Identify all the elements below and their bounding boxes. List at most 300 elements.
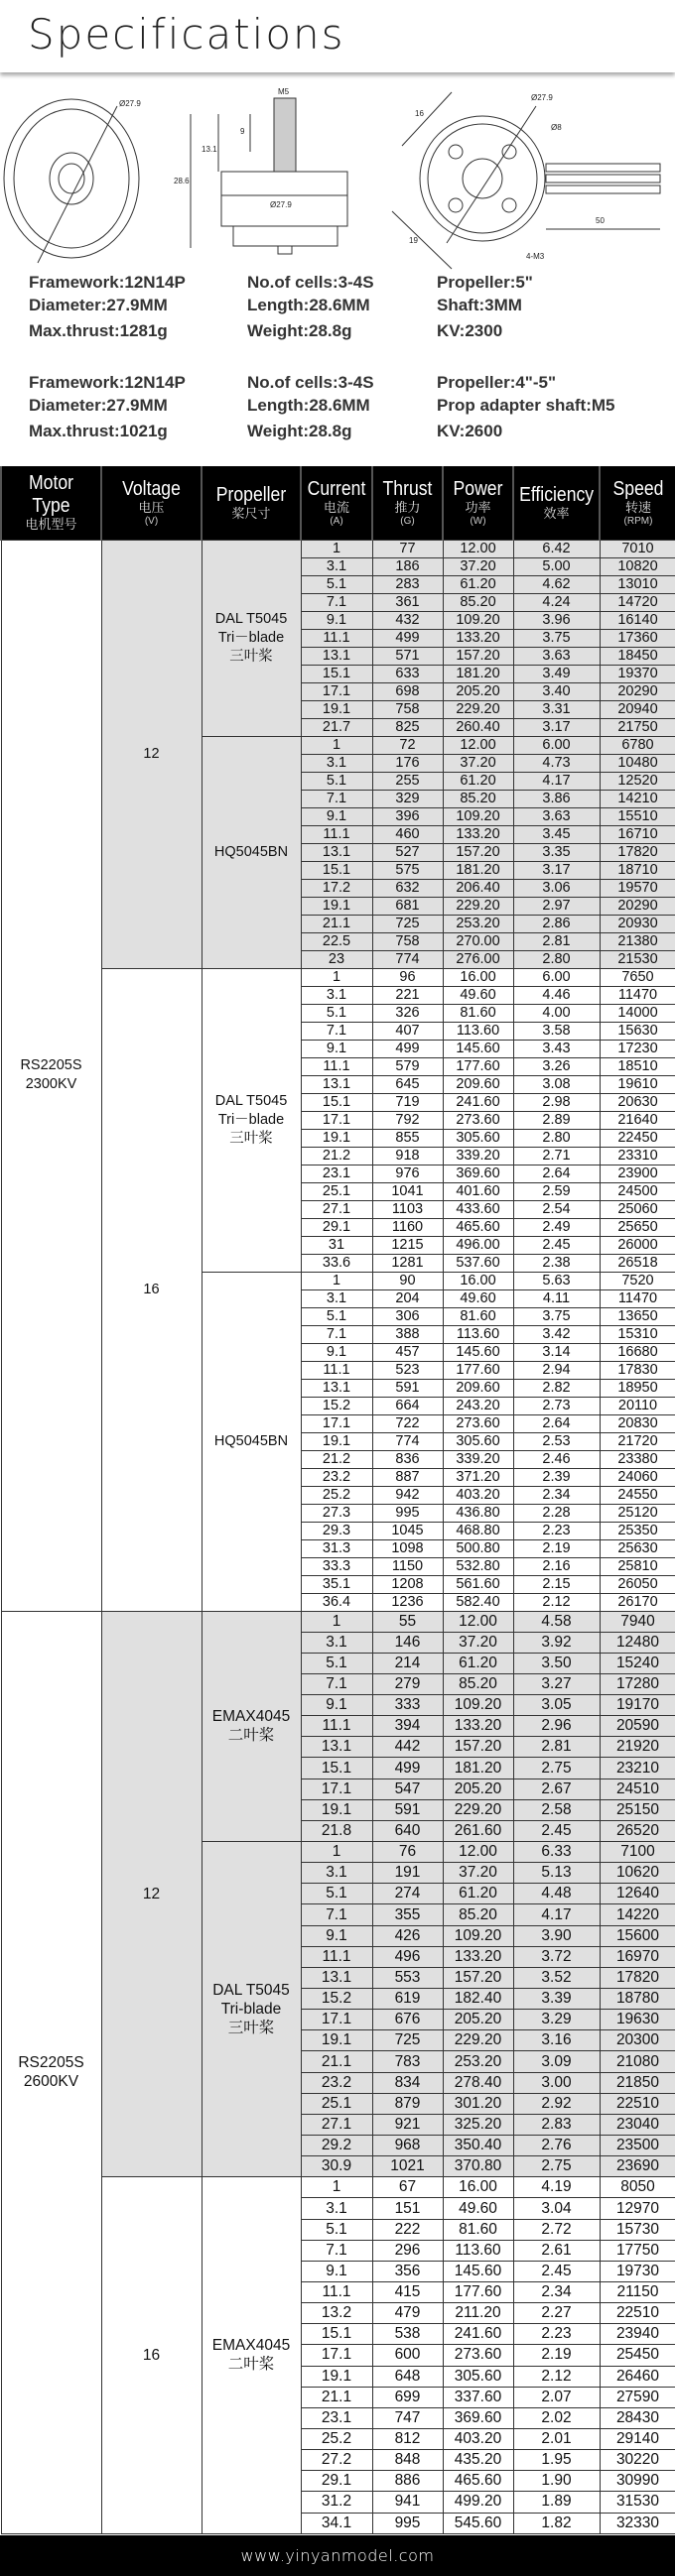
propeller-label: HQ5045BN xyxy=(213,1432,289,1449)
current-cell: 23.1 xyxy=(301,2407,372,2428)
current-cell: 5.1 xyxy=(301,1004,372,1022)
efficiency-cell: 2.86 xyxy=(513,915,600,932)
power-cell: 209.60 xyxy=(443,1075,513,1093)
current-cell: 33.6 xyxy=(301,1254,372,1272)
propeller-cell xyxy=(202,968,301,1272)
current-cell: 17.1 xyxy=(301,1414,372,1432)
speed-cell: 25120 xyxy=(600,1504,675,1522)
header-thrust-cn: 推力 xyxy=(394,500,421,516)
current-cell: 3.1 xyxy=(301,557,372,575)
efficiency-cell: 2.67 xyxy=(513,1779,600,1799)
power-cell: 369.60 xyxy=(443,1165,513,1182)
efficiency-cell: 4.17 xyxy=(513,772,600,790)
thrust-cell: 415 xyxy=(372,2282,443,2303)
speed-cell: 25350 xyxy=(600,1522,675,1539)
efficiency-cell: 2.64 xyxy=(513,1165,600,1182)
speed-cell: 19610 xyxy=(600,1075,675,1093)
speed-cell: 20300 xyxy=(600,2030,675,2051)
efficiency-cell: 2.16 xyxy=(513,1557,600,1575)
thrust-cell: 296 xyxy=(372,2240,443,2261)
thrust-cell: 921 xyxy=(372,2114,443,2135)
thrust-cell: 1041 xyxy=(372,1182,443,1200)
power-cell: 133.20 xyxy=(443,1716,513,1737)
power-cell: 113.60 xyxy=(443,1022,513,1040)
current-cell: 5.1 xyxy=(301,1653,372,1673)
efficiency-cell: 3.29 xyxy=(513,2010,600,2030)
header-motor-type-cn: 电机型号 xyxy=(25,517,77,533)
header-voltage-cn: 电压 xyxy=(138,500,165,516)
current-cell: 13.1 xyxy=(301,647,372,665)
current-cell: 19.1 xyxy=(301,2030,372,2051)
current-cell: 27.2 xyxy=(301,2450,372,2471)
thrust-cell: 571 xyxy=(372,647,443,665)
current-cell: 5.1 xyxy=(301,1307,372,1325)
current-cell: 21.2 xyxy=(301,1147,372,1165)
efficiency-cell: 3.58 xyxy=(513,1022,600,1040)
motor-drawings xyxy=(0,84,675,273)
thrust-cell: 191 xyxy=(372,1863,443,1884)
spec-length: Length:28.6MM xyxy=(247,396,370,415)
power-cell: 113.60 xyxy=(443,2240,513,2261)
power-cell: 465.60 xyxy=(443,2471,513,2492)
power-cell: 61.20 xyxy=(443,1653,513,1673)
power-cell: 109.20 xyxy=(443,611,513,629)
efficiency-cell: 2.61 xyxy=(513,2240,600,2261)
efficiency-cell: 1.89 xyxy=(513,2492,600,2513)
current-cell: 23 xyxy=(301,950,372,968)
header-current xyxy=(301,466,372,540)
efficiency-cell: 2.54 xyxy=(513,1200,600,1218)
thrust-cell: 77 xyxy=(372,540,443,557)
header-efficiency-en: Efficiency xyxy=(519,483,595,506)
thrust-cell: 1045 xyxy=(372,1522,443,1539)
speed-cell: 20930 xyxy=(600,915,675,932)
thrust-cell: 361 xyxy=(372,593,443,611)
efficiency-cell: 3.50 xyxy=(513,1653,600,1673)
power-cell: 182.40 xyxy=(443,1989,513,2010)
thrust-cell: 886 xyxy=(372,2471,443,2492)
title-bar xyxy=(0,0,675,72)
current-cell: 11.1 xyxy=(301,629,372,647)
current-cell: 19.1 xyxy=(301,700,372,718)
current-cell: 19.1 xyxy=(301,1129,372,1147)
efficiency-cell: 2.34 xyxy=(513,2282,600,2303)
current-cell: 13.1 xyxy=(301,1967,372,1988)
thrust-cell: 575 xyxy=(372,861,443,879)
power-cell: 206.40 xyxy=(443,879,513,897)
header-voltage-en: Voltage xyxy=(122,478,181,501)
current-cell: 1 xyxy=(301,968,372,986)
speed-cell: 16970 xyxy=(600,1946,675,1967)
current-cell: 31.3 xyxy=(301,1539,372,1557)
efficiency-cell: 3.04 xyxy=(513,2198,600,2219)
power-cell: 157.20 xyxy=(443,843,513,861)
propeller-label: DAL T5045 xyxy=(214,1092,288,1109)
header-propeller-cn: 桨尺寸 xyxy=(231,505,271,521)
current-cell: 3.1 xyxy=(301,754,372,772)
header-efficiency-cn: 效率 xyxy=(543,505,570,521)
thrust-cell: 255 xyxy=(372,772,443,790)
current-cell: 23.2 xyxy=(301,2072,372,2093)
efficiency-cell: 1.82 xyxy=(513,2513,600,2533)
thrust-cell: 632 xyxy=(372,879,443,897)
thrust-cell: 1160 xyxy=(372,1218,443,1236)
efficiency-cell: 3.17 xyxy=(513,861,600,879)
current-cell: 19.1 xyxy=(301,1799,372,1820)
voltage-cell: 16 xyxy=(101,2177,202,2533)
thrust-cell: 648 xyxy=(372,2366,443,2387)
efficiency-cell: 3.42 xyxy=(513,1325,600,1343)
thrust-cell: 995 xyxy=(372,1504,443,1522)
efficiency-cell: 2.02 xyxy=(513,2407,600,2428)
efficiency-cell: 2.81 xyxy=(513,1737,600,1758)
speed-cell: 6780 xyxy=(600,736,675,754)
speed-cell: 16680 xyxy=(600,1343,675,1361)
power-cell: 49.60 xyxy=(443,986,513,1004)
speed-cell: 18510 xyxy=(600,1057,675,1075)
efficiency-cell: 4.48 xyxy=(513,1884,600,1904)
header-current-en: Current xyxy=(307,478,366,501)
power-cell: 337.60 xyxy=(443,2387,513,2407)
thrust-cell: 600 xyxy=(372,2345,443,2366)
thrust-cell: 725 xyxy=(372,2030,443,2051)
current-cell: 1 xyxy=(301,1272,372,1289)
speed-cell: 26520 xyxy=(600,1820,675,1841)
power-cell: 403.20 xyxy=(443,2428,513,2449)
speed-cell: 22450 xyxy=(600,1129,675,1147)
back-hub-label: Ø8 xyxy=(551,123,562,132)
efficiency-cell: 3.31 xyxy=(513,700,600,718)
speed-cell: 23380 xyxy=(600,1450,675,1468)
current-cell: 15.1 xyxy=(301,1758,372,1779)
power-cell: 81.60 xyxy=(443,1004,513,1022)
spec-framework: Framework:12N14P xyxy=(29,273,186,292)
speed-cell: 29140 xyxy=(600,2428,675,2449)
motor-type-cell xyxy=(1,540,101,1611)
current-cell: 15.2 xyxy=(301,1397,372,1414)
efficiency-cell: 3.72 xyxy=(513,1946,600,1967)
efficiency-cell: 3.09 xyxy=(513,2051,600,2072)
efficiency-cell: 4.58 xyxy=(513,1611,600,1632)
propeller-label: 三叶桨 xyxy=(229,648,273,665)
power-cell: 16.00 xyxy=(443,2177,513,2198)
speed-cell: 21750 xyxy=(600,718,675,736)
current-cell: 15.1 xyxy=(301,2324,372,2345)
efficiency-cell: 2.83 xyxy=(513,2114,600,2135)
power-cell: 339.20 xyxy=(443,1450,513,1468)
efficiency-cell: 5.13 xyxy=(513,1863,600,1884)
header-propeller-en: Propeller xyxy=(215,483,287,506)
power-cell: 37.20 xyxy=(443,557,513,575)
speed-cell: 23900 xyxy=(600,1165,675,1182)
power-cell: 157.20 xyxy=(443,647,513,665)
motor-model: RS2205S xyxy=(18,2054,84,2072)
dim-50-label: 50 xyxy=(596,216,605,225)
speed-cell: 25630 xyxy=(600,1539,675,1557)
current-cell: 21.1 xyxy=(301,915,372,932)
efficiency-cell: 2.94 xyxy=(513,1361,600,1379)
speed-cell: 23940 xyxy=(600,2324,675,2345)
header-power-cn: 功率 xyxy=(465,500,491,516)
back-diameter-label: Ø27.9 xyxy=(531,93,553,102)
speed-cell: 25650 xyxy=(600,1218,675,1236)
speed-cell: 24060 xyxy=(600,1468,675,1486)
thrust-cell: 221 xyxy=(372,986,443,1004)
power-cell: 145.60 xyxy=(443,1343,513,1361)
current-cell: 5.1 xyxy=(301,2219,372,2240)
spec-propeller: Propeller:5" xyxy=(437,273,533,292)
current-cell: 29.1 xyxy=(301,2471,372,2492)
speed-cell: 26000 xyxy=(600,1236,675,1254)
table-row xyxy=(1,540,675,557)
efficiency-cell: 2.75 xyxy=(513,1758,600,1779)
power-cell: 209.60 xyxy=(443,1379,513,1397)
thrust-cell: 941 xyxy=(372,2492,443,2513)
thrust-cell: 722 xyxy=(372,1414,443,1432)
efficiency-cell: 2.45 xyxy=(513,1236,600,1254)
speed-cell: 18450 xyxy=(600,647,675,665)
current-cell: 17.1 xyxy=(301,1779,372,1799)
efficiency-cell: 3.39 xyxy=(513,1989,600,2010)
speed-cell: 32330 xyxy=(600,2513,675,2533)
header-power-unit: (W) xyxy=(470,515,486,527)
propeller-label: Tri－blade xyxy=(217,1111,285,1128)
thrust-cell: 460 xyxy=(372,825,443,843)
speed-cell: 19170 xyxy=(600,1695,675,1716)
efficiency-cell: 2.07 xyxy=(513,2387,600,2407)
efficiency-cell: 2.19 xyxy=(513,2345,600,2366)
current-cell: 13.2 xyxy=(301,2303,372,2324)
thrust-cell: 591 xyxy=(372,1799,443,1820)
thrust-cell: 146 xyxy=(372,1632,443,1653)
speed-cell: 25150 xyxy=(600,1799,675,1820)
efficiency-cell: 2.23 xyxy=(513,2324,600,2345)
power-cell: 181.20 xyxy=(443,665,513,682)
efficiency-cell: 3.00 xyxy=(513,2072,600,2093)
efficiency-cell: 3.63 xyxy=(513,807,600,825)
thrust-cell: 812 xyxy=(372,2428,443,2449)
speed-cell: 17280 xyxy=(600,1673,675,1694)
power-cell: 145.60 xyxy=(443,2261,513,2281)
thrust-cell: 1208 xyxy=(372,1575,443,1593)
speed-cell: 10480 xyxy=(600,754,675,772)
speed-cell: 17230 xyxy=(600,1040,675,1057)
front-view-drawing xyxy=(4,99,139,263)
current-cell: 9.1 xyxy=(301,1695,372,1716)
propeller-label: 二叶桨 xyxy=(227,1727,275,1745)
current-cell: 7.1 xyxy=(301,1022,372,1040)
power-cell: 229.20 xyxy=(443,700,513,718)
efficiency-cell: 4.11 xyxy=(513,1289,600,1307)
current-cell: 11.1 xyxy=(301,1716,372,1737)
table-row xyxy=(1,968,675,986)
power-cell: 85.20 xyxy=(443,790,513,807)
motor-model: RS2205S xyxy=(20,1057,82,1073)
thrust-cell: 942 xyxy=(372,1486,443,1504)
thrust-cell: 214 xyxy=(372,1653,443,1673)
current-cell: 5.1 xyxy=(301,575,372,593)
current-cell: 19.1 xyxy=(301,897,372,915)
power-cell: 305.60 xyxy=(443,2366,513,2387)
speed-cell: 12970 xyxy=(600,2198,675,2219)
current-cell: 33.3 xyxy=(301,1557,372,1575)
speed-cell: 21530 xyxy=(600,950,675,968)
efficiency-cell: 4.46 xyxy=(513,986,600,1004)
current-cell: 25.2 xyxy=(301,2428,372,2449)
efficiency-cell: 3.63 xyxy=(513,647,600,665)
efficiency-cell: 2.45 xyxy=(513,1820,600,1841)
efficiency-cell: 3.05 xyxy=(513,1695,600,1716)
current-cell: 3.1 xyxy=(301,2198,372,2219)
efficiency-cell: 2.19 xyxy=(513,1539,600,1557)
current-cell: 15.1 xyxy=(301,861,372,879)
power-cell: 403.20 xyxy=(443,1486,513,1504)
current-cell: 25.1 xyxy=(301,2093,372,2114)
page-title: Specifications xyxy=(28,10,345,59)
efficiency-cell: 2.71 xyxy=(513,1147,600,1165)
power-cell: 205.20 xyxy=(443,1779,513,1799)
thrust-cell: 699 xyxy=(372,2387,443,2407)
voltage-cell: 12 xyxy=(101,540,202,968)
power-cell: 85.20 xyxy=(443,1904,513,1925)
speed-cell: 25450 xyxy=(600,2345,675,2366)
thrust-cell: 274 xyxy=(372,1884,443,1904)
header-thrust-unit: (G) xyxy=(400,515,415,527)
thrust-cell: 1281 xyxy=(372,1254,443,1272)
power-cell: 81.60 xyxy=(443,1307,513,1325)
footer-url: www.yinyanmodel.com xyxy=(0,2535,675,2576)
thrust-cell: 306 xyxy=(372,1307,443,1325)
current-cell: 27.3 xyxy=(301,1504,372,1522)
power-cell: 243.20 xyxy=(443,1397,513,1414)
current-cell: 34.1 xyxy=(301,2513,372,2533)
efficiency-cell: 3.49 xyxy=(513,665,600,682)
power-cell: 305.60 xyxy=(443,1432,513,1450)
power-cell: 273.60 xyxy=(443,1414,513,1432)
voltage-cell: 16 xyxy=(101,968,202,1611)
current-cell: 29.1 xyxy=(301,1218,372,1236)
power-cell: 109.20 xyxy=(443,1925,513,1946)
efficiency-cell: 3.16 xyxy=(513,2030,600,2051)
current-cell: 9.1 xyxy=(301,1343,372,1361)
propeller-label: HQ5045BN xyxy=(213,843,289,860)
speed-cell: 15630 xyxy=(600,1022,675,1040)
speed-cell: 30220 xyxy=(600,2450,675,2471)
propeller-cell xyxy=(202,736,301,968)
speed-cell: 22510 xyxy=(600,2303,675,2324)
efficiency-cell: 6.42 xyxy=(513,540,600,557)
efficiency-cell: 3.43 xyxy=(513,1040,600,1057)
speed-cell: 15600 xyxy=(600,1925,675,1946)
current-cell: 7.1 xyxy=(301,1673,372,1694)
power-cell: 49.60 xyxy=(443,1289,513,1307)
current-cell: 21.7 xyxy=(301,718,372,736)
propeller-label: DAL T5045 xyxy=(212,1982,290,2000)
speed-cell: 17750 xyxy=(600,2240,675,2261)
power-cell: 253.20 xyxy=(443,2051,513,2072)
power-cell: 499.20 xyxy=(443,2492,513,2513)
thrust-cell: 976 xyxy=(372,1165,443,1182)
current-cell: 17.1 xyxy=(301,682,372,700)
speed-cell: 21080 xyxy=(600,2051,675,2072)
thrust-cell: 186 xyxy=(372,557,443,575)
efficiency-cell: 1.90 xyxy=(513,2471,600,2492)
header-current-unit: (A) xyxy=(330,515,343,527)
thrust-cell: 479 xyxy=(372,2303,443,2324)
thrust-cell: 499 xyxy=(372,1040,443,1057)
current-cell: 1 xyxy=(301,736,372,754)
efficiency-cell: 4.19 xyxy=(513,2177,600,2198)
power-cell: 61.20 xyxy=(443,772,513,790)
speed-cell: 21920 xyxy=(600,1737,675,1758)
current-cell: 1 xyxy=(301,2177,372,2198)
current-cell: 9.1 xyxy=(301,1925,372,1946)
power-cell: 305.60 xyxy=(443,1129,513,1147)
current-cell: 25.1 xyxy=(301,1182,372,1200)
current-cell: 23.2 xyxy=(301,1468,372,1486)
current-cell: 27.1 xyxy=(301,2114,372,2135)
current-cell: 7.1 xyxy=(301,593,372,611)
thrust-cell: 222 xyxy=(372,2219,443,2240)
speed-cell: 8050 xyxy=(600,2177,675,2198)
thrust-cell: 96 xyxy=(372,968,443,986)
speed-cell: 15510 xyxy=(600,807,675,825)
current-cell: 7.1 xyxy=(301,790,372,807)
power-cell: 109.20 xyxy=(443,1695,513,1716)
speed-cell: 7010 xyxy=(600,540,675,557)
power-cell: 177.60 xyxy=(443,1361,513,1379)
dim-19-label: 19 xyxy=(409,236,418,245)
thrust-cell: 645 xyxy=(372,1075,443,1093)
speed-cell: 15310 xyxy=(600,1325,675,1343)
thrust-cell: 783 xyxy=(372,2051,443,2072)
speed-cell: 24510 xyxy=(600,1779,675,1799)
speed-cell: 21640 xyxy=(600,1111,675,1129)
power-cell: 109.20 xyxy=(443,807,513,825)
efficiency-cell: 3.14 xyxy=(513,1343,600,1361)
power-cell: 537.60 xyxy=(443,1254,513,1272)
current-cell: 17.2 xyxy=(301,879,372,897)
side-view-drawing xyxy=(191,98,347,254)
speed-cell: 24550 xyxy=(600,1486,675,1504)
thrust-cell: 496 xyxy=(372,1946,443,1967)
thrust-cell: 879 xyxy=(372,2093,443,2114)
efficiency-cell: 2.92 xyxy=(513,2093,600,2114)
efficiency-cell: 1.95 xyxy=(513,2450,600,2471)
table-row xyxy=(1,2177,675,2198)
current-cell: 17.1 xyxy=(301,2345,372,2366)
speed-cell: 27590 xyxy=(600,2387,675,2407)
spec-kv: KV:2600 xyxy=(437,422,503,440)
efficiency-cell: 2.53 xyxy=(513,1432,600,1450)
propeller-label: Tri－blade xyxy=(217,629,285,646)
current-cell: 13.1 xyxy=(301,1737,372,1758)
current-cell: 19.1 xyxy=(301,2366,372,2387)
efficiency-cell: 2.64 xyxy=(513,1414,600,1432)
speed-cell: 17360 xyxy=(600,629,675,647)
current-cell: 29.3 xyxy=(301,1522,372,1539)
speed-cell: 20830 xyxy=(600,1414,675,1432)
speed-cell: 26460 xyxy=(600,2366,675,2387)
header-current-cn: 电流 xyxy=(323,500,349,516)
power-cell: 496.00 xyxy=(443,1236,513,1254)
efficiency-cell: 2.12 xyxy=(513,2366,600,2387)
power-cell: 61.20 xyxy=(443,575,513,593)
table-header xyxy=(1,466,675,540)
spec-propeller: Propeller:4"-5" xyxy=(437,373,557,392)
thrust-cell: 457 xyxy=(372,1343,443,1361)
power-cell: 133.20 xyxy=(443,1946,513,1967)
